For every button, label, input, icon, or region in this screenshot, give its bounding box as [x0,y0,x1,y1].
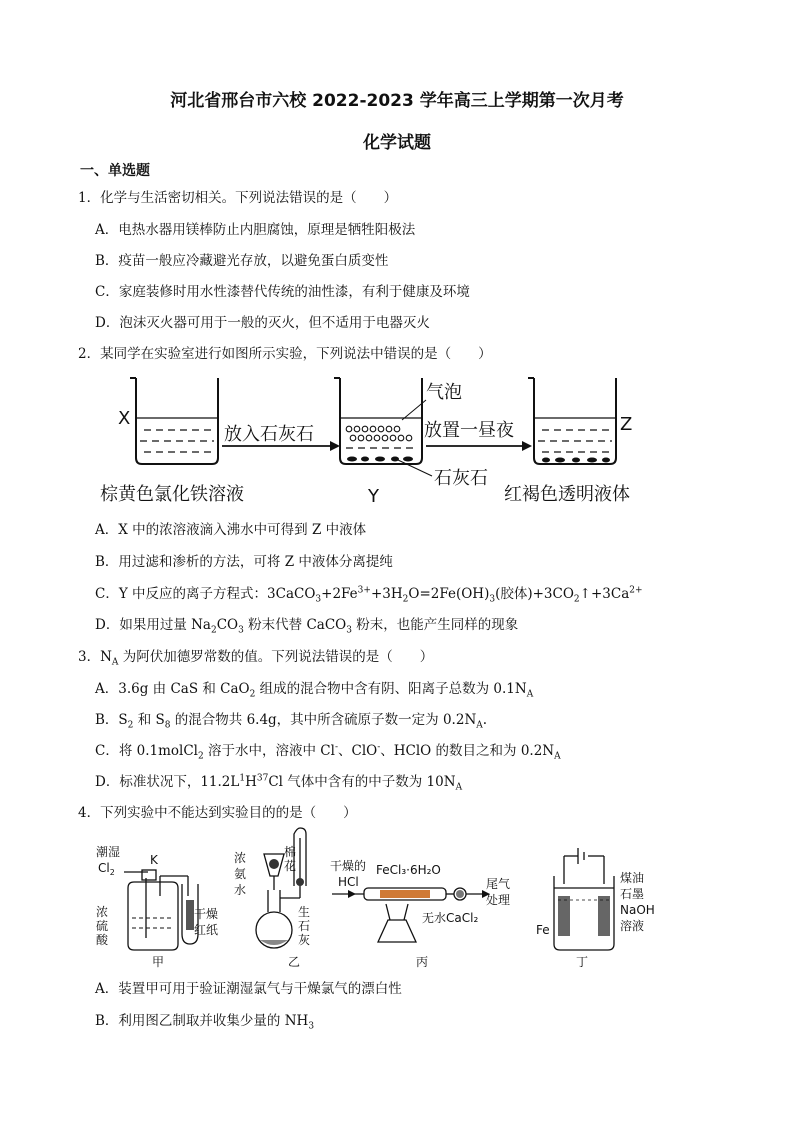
jia-acid-2: 硫 [96,919,109,933]
ding-caption: 丁 [576,955,589,969]
question-1-option-d: D．泡沫灭火器可用于一般的灭火，但不适用于电器灭火 [95,315,430,331]
limestone-label: 石灰石 [434,468,488,489]
question-2-option-c: C．Y 中反应的离子方程式：$3CaCO_3+2Fe^{3+}+3H_2O=2Fe(OH)_3$(胶体)$+3CO_2↑+3Ca^{2+}$ [95,585,643,605]
ding-naoh-label-2: 溶液 [620,919,645,933]
jia-dry-label-1: 干燥 [194,907,219,921]
ding-graphite-label: 石墨 [620,887,645,901]
yi-ammonia-1: 浓 [234,851,247,865]
question-3-stem: 3．$N_A$ 为阿伏加德罗常数的值。下列说法错误的是（ ） [78,649,434,668]
yi-lime-3: 灰 [298,933,311,947]
yi-cotton-1: 棉 [284,845,297,859]
page-subtitle: 化学试题 [363,133,431,153]
question-4-figure [88,826,688,972]
question-3-option-a: A．3.6g 由 CaS 和 CaO$_2$ 组成的混合物中含有阴、阳离子总数为 $0.1N_A$ [95,681,534,700]
bing-hcl-label: HCl [338,875,359,889]
jia-acid-3: 酸 [96,933,109,947]
yi-lime-1: 生 [298,905,311,919]
yi-lime-2: 石 [298,919,311,933]
yi-ammonia-2: 氨 [234,867,247,881]
bing-dry-label: 干燥的 [330,859,367,873]
bing-tail-1: 尾气 [486,877,511,891]
bing-tail-2: 处理 [486,893,511,907]
question-2-option-d: D．如果用过量 $Na_2CO_3$ 粉末代替 CaCO$_3$ 粉末，也能产生同样的现象 [95,617,519,636]
question-1-option-a: A．电热水器用镁棒防止内胆腐蚀，原理是牺牲阳极法 [95,222,416,238]
question-3-option-d: D．标准状况下，$11.2L^1H^{37}Cl$ 气体中含有的中子数为 $10N_A$ [95,773,463,793]
question-4-option-b: B．利用图乙制取并收集少量的 $NH_3$ [95,1013,315,1032]
yi-ammonia-3: 水 [234,883,247,897]
caption-x: 棕黄色氯化铁溶液 [100,484,244,505]
question-4-stem: 4．下列实验中不能达到实验目的的是（ ） [78,805,357,821]
yi-caption: 乙 [288,955,301,969]
bubble-label: 气泡 [426,382,462,403]
label-z: Z [620,414,633,435]
bing-fecl3-label: FeCl₃·6H₂O [376,863,441,877]
jia-valve-label: K [150,853,158,867]
question-1-stem: 1．化学与生活密切相关。下列说法错误的是（ ） [78,190,398,206]
jia-wet-label: 潮湿 [96,845,121,859]
question-1-option-c: C．家庭装修时用水性漆替代传统的油性漆，有利于健康及环境 [95,284,470,300]
caption-z: 红褐色透明液体 [504,484,630,505]
label-x: X [118,408,131,429]
section-heading: 一、单选题 [80,163,150,179]
page-title: 河北省邢台市六校 2022-2023 学年高三上学期第一次月考 [170,91,624,111]
question-3-option-b: B．$S_2$ 和 $S_8$ 的混合物共 6.4g，其中所含硫原子数一定为 $0.2N_A$. [95,712,488,731]
ding-naoh-label-1: NaOH [620,903,655,917]
jia-caption: 甲 [152,955,165,969]
arrow-2-label: 放置一昼夜 [424,420,514,441]
arrow-1-label: 放入石灰石 [224,424,314,445]
question-2-option-b: B．用过滤和渗析的方法，可将 Z 中液体分离提纯 [95,554,393,570]
yi-cotton-2: 花 [284,859,297,873]
ding-fe-label: Fe [536,923,550,937]
ding-kerosene-label: 煤油 [620,871,645,885]
question-4-option-a: A．装置甲可用于验证潮湿氯气与干燥氯气的漂白性 [95,981,402,997]
label-y: Y [368,486,379,507]
jia-dry-label-2: 红纸 [194,923,219,937]
question-2-stem: 2．某同学在实验室进行如图所示实验，下列说法中错误的是（ ） [78,346,492,362]
question-2-figure [90,368,690,510]
question-2-option-a: A．X 中的浓溶液滴入沸水中可得到 Z 中液体 [95,522,367,538]
jia-cl-label: $Cl_2$ [98,861,115,877]
jia-acid-1: 浓 [96,905,109,919]
bing-caption: 丙 [416,955,429,969]
question-1-option-b: B．疫苗一般应冷藏避光存放，以避免蛋白质变性 [95,253,389,269]
bing-cacl2-label: 无水CaCl₂ [422,911,479,925]
question-3-option-c: C．将 0.1molCl$_2$ 溶于水中，溶液中 Cl-、ClO-、HClO 的数目之和为 $0.2N_A$ [95,742,561,762]
